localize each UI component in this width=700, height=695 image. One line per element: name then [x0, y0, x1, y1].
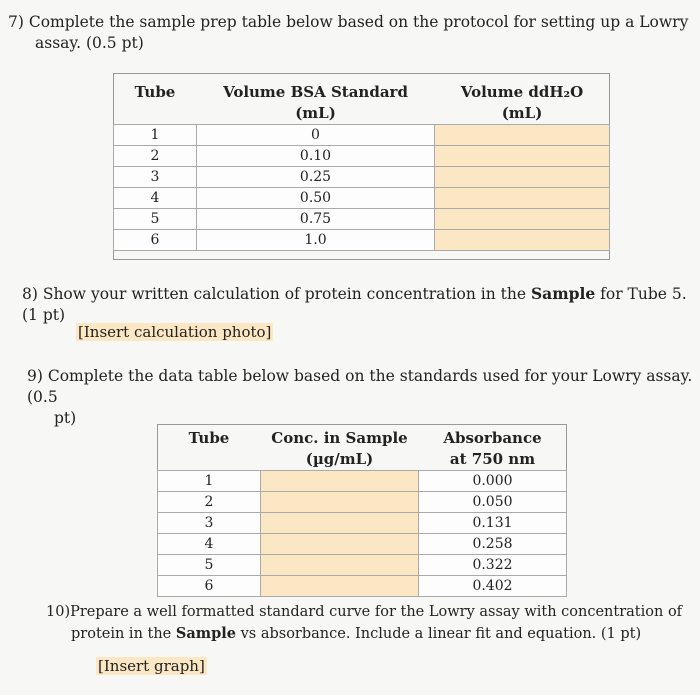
absorbance-value: 0.322 — [419, 555, 567, 576]
header-water: Volume ddH₂O (mL) — [460, 83, 584, 122]
graph-placeholder[interactable]: [Insert graph] — [98, 657, 205, 675]
absorbance-value: 0.402 — [419, 576, 567, 597]
water-volume-input[interactable] — [435, 167, 610, 188]
conc-input[interactable] — [261, 471, 419, 492]
tube-number: 4 — [114, 188, 197, 209]
question-9-line1: 9) Complete the data table below based on the standards used for your Lowry assay. (0.5 — [27, 367, 693, 406]
table-row — [158, 492, 567, 513]
conc-input[interactable] — [261, 513, 419, 534]
tube-number: 5 — [114, 209, 197, 230]
tube-number: 3 — [114, 167, 197, 188]
table-row — [114, 125, 610, 146]
header-tube: Tube — [134, 83, 176, 101]
standards-data-table — [157, 426, 567, 597]
conc-input[interactable] — [261, 555, 419, 576]
table-row — [114, 167, 610, 188]
tube-number: 3 — [158, 513, 261, 534]
conc-input[interactable] — [261, 576, 419, 597]
table-row — [114, 209, 610, 230]
water-volume-input[interactable] — [435, 188, 610, 209]
header-conc: Conc. in Sample (µg/mL) — [271, 429, 408, 468]
table-row — [114, 230, 610, 251]
table-row — [158, 534, 567, 555]
bsa-volume: 0 — [197, 125, 435, 146]
water-volume-input[interactable] — [435, 230, 610, 251]
conc-input[interactable] — [261, 492, 419, 513]
bsa-volume: 0.10 — [197, 146, 435, 167]
tube-number: 4 — [158, 534, 261, 555]
table-row — [114, 146, 610, 167]
water-volume-input[interactable] — [435, 146, 610, 167]
tube-number: 2 — [158, 492, 261, 513]
question-7 — [8, 12, 688, 54]
table-row — [158, 576, 567, 597]
bsa-volume: 0.25 — [197, 167, 435, 188]
bsa-volume: 1.0 — [197, 230, 435, 251]
question-8: 8) Show your written calculation of protein concentration in the Sample for Tube 5. (1 pt) — [22, 284, 687, 324]
tube-number: 6 — [158, 576, 261, 597]
tube-number: 1 — [114, 125, 197, 146]
question-9 — [27, 366, 700, 429]
question-7-line2: assay. (0.5 pt) — [35, 34, 144, 52]
question-9-line2: pt) — [54, 409, 77, 427]
header-absorbance: Absorbance at 750 nm — [443, 429, 542, 468]
header-tube: Tube — [188, 429, 230, 447]
tube-number: 2 — [114, 146, 197, 167]
absorbance-value: 0.131 — [419, 513, 567, 534]
table-row — [158, 513, 567, 534]
absorbance-value: 0.258 — [419, 534, 567, 555]
table-row — [158, 555, 567, 576]
conc-input[interactable] — [261, 534, 419, 555]
header-bsa: Volume BSA Standard (mL) — [223, 83, 408, 122]
absorbance-value: 0.050 — [419, 492, 567, 513]
table-row — [114, 188, 610, 209]
question-10 — [46, 602, 682, 645]
bsa-volume: 0.75 — [197, 209, 435, 230]
water-volume-input[interactable] — [435, 209, 610, 230]
sample-prep-table — [113, 80, 610, 251]
calculation-photo-placeholder[interactable]: [Insert calculation photo] — [78, 323, 272, 341]
question-10-line2: protein in the Sample vs absorbance. Include a linear fit and equation. (1 pt) — [71, 625, 642, 642]
water-volume-input[interactable] — [435, 125, 610, 146]
tube-number: 6 — [114, 230, 197, 251]
question-7-line1: 7) Complete the sample prep table below based on the protocol for setting up a Lowry — [8, 13, 689, 31]
tube-number: 1 — [158, 471, 261, 492]
tube-number: 5 — [158, 555, 261, 576]
absorbance-value: 0.000 — [419, 471, 567, 492]
question-10-line1: 10)Prepare a well formatted standard curve for the Lowry assay with concentration of — [46, 604, 683, 620]
table-row — [158, 471, 567, 492]
bsa-volume: 0.50 — [197, 188, 435, 209]
